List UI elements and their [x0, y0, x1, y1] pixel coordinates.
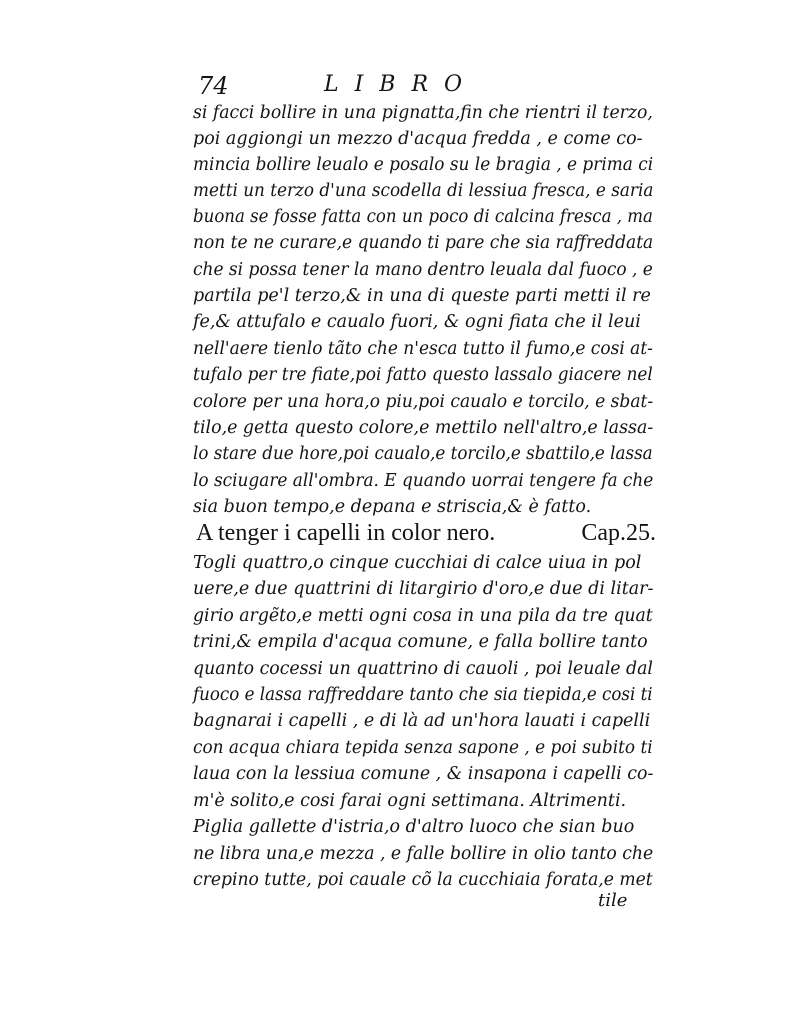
text-line: nell'aere tienlo tãto che n'esca tutto il fumo,e cosi at- — [193, 339, 653, 359]
text-line: trini,& empila d'acqua comune, e falla bollire tanto — [193, 632, 648, 652]
text-line: lo sciugare all'ombra. E quando uorrai tengere fa che — [193, 471, 654, 491]
text-line: fe,& attufalo e caualo fuori, & ogni fiata che il leui — [193, 312, 641, 332]
text-line: Togli quattro,o cinque cucchiai di calce uiua in pol — [193, 553, 642, 573]
text-line: sia buon tempo,e depana e striscia,& è fatto. — [193, 497, 592, 517]
text-line: metti un terzo d'una scodella di lessiua fresca, e saria — [193, 181, 654, 201]
chapter-title: A tenger i capelli in color nero. — [196, 520, 496, 546]
text-line: crepino tutte, poi cauale cõ la cucchiaia forata,e met — [193, 870, 653, 890]
text-line: buona se fosse fatta con un poco di calcina fresca , ma — [193, 207, 653, 227]
text-line: quanto cocessi un quattrino di cauoli , poi leuale dal — [193, 659, 653, 679]
text-line: mincia bollire leualo e posalo su le bragia , e prima ci — [193, 155, 654, 175]
text-line: colore per una hora,o piu,poi caualo e torcilo, e sbat- — [193, 392, 654, 412]
text-line: poi aggiongi un mezzo d'acqua fredda , e come co- — [193, 129, 643, 149]
text-line: partila pe'l terzo,& in una di queste parti metti il re — [193, 286, 651, 306]
text-line: m'è solito,e cosi farai ogni settimana. Altrimenti. — [193, 791, 627, 811]
text-line: lo stare due hore,poi caualo,e torcilo,e sbattilo,e lassa — [193, 444, 653, 464]
chapter-number: Cap.25. — [581, 520, 656, 546]
text-line: girio argẽto,e metti ogni cosa in una pila da tre quat — [193, 606, 653, 626]
text-line: con acqua chiara tepida senza sapone , e poi subito ti — [193, 738, 653, 758]
text-line: laua con la lessiua comune , & insapona i capelli co- — [193, 764, 654, 784]
text-line: tilo,e getta questo colore,e mettilo nell'altro,e lassa- — [193, 418, 654, 438]
text-line: Piglia gallette d'istria,o d'altro luoco che sian buo — [193, 817, 635, 837]
running-head: LIBRO — [324, 72, 479, 97]
text-line: si facci bollire in una pignatta,fin che rientri il terzo, — [193, 103, 653, 123]
text-line: ne libra una,e mezza , e falle bollire in olio tanto che — [193, 844, 654, 864]
text-line: tufalo per tre fiate,poi fatto questo lassalo giacere nel — [193, 365, 653, 385]
page-number: 74 — [198, 72, 229, 100]
catchword: tile — [598, 890, 628, 911]
text-line: uere,e due quattrini di litargirio d'oro,e due di litar- — [193, 579, 654, 599]
text-line: non te ne curare,e quando ti pare che sia raffreddata — [193, 233, 654, 253]
text-line: bagnarai i capelli , e di là ad un'hora lauati i capelli — [193, 711, 651, 731]
chapter-heading — [196, 520, 656, 547]
text-line: che si possa tener la mano dentro leuala dal fuoco , e — [193, 260, 653, 280]
text-line: fuoco e lassa raffreddare tanto che sia tiepida,e cosi ti — [193, 685, 653, 705]
